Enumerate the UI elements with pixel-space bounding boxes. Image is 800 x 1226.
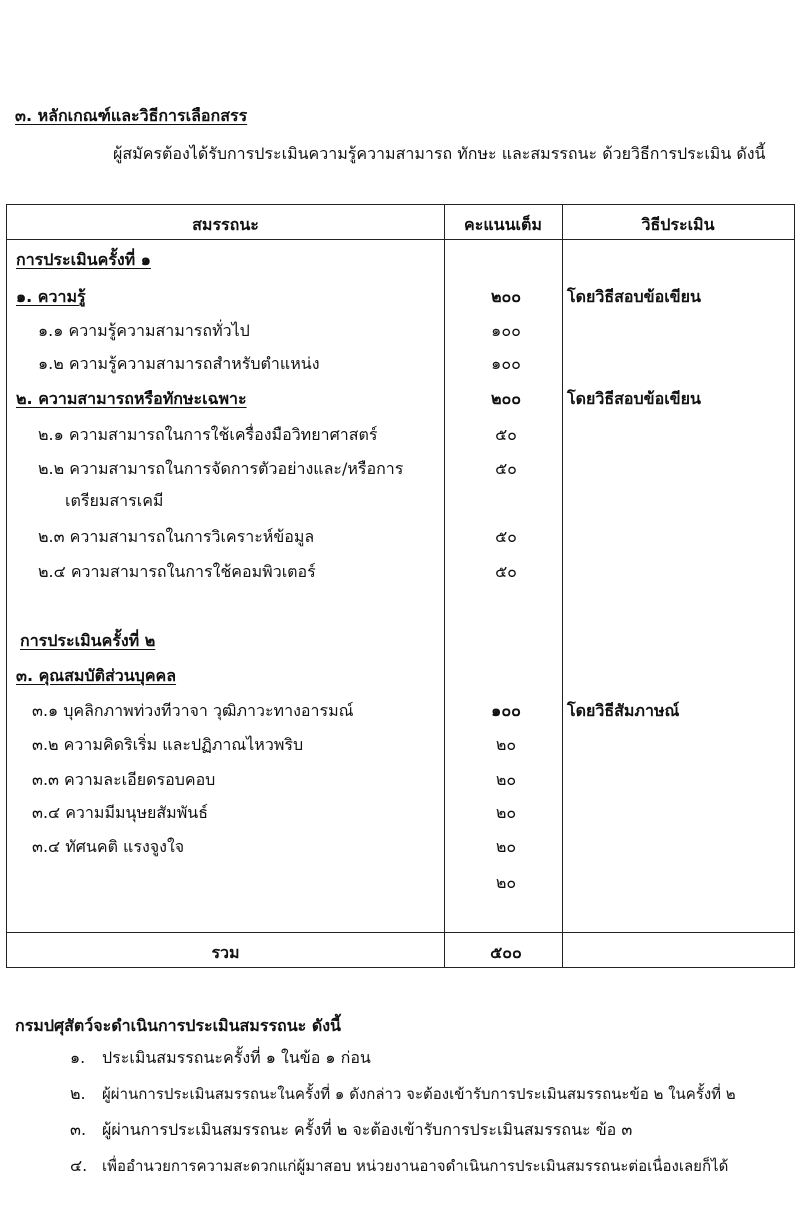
- group1-score: ๒๐๐: [490, 287, 522, 306]
- total-label: รวม: [211, 943, 240, 962]
- header-divider: [7, 239, 794, 240]
- item-3-1-score: ๑๐๐: [491, 701, 521, 720]
- column-divider-2: [562, 205, 563, 967]
- group1-method: โดยวิธีสอบข้อเขียน: [567, 287, 701, 306]
- item-3-3-score: ๒๐: [495, 770, 517, 789]
- total-divider: [7, 932, 794, 933]
- item-2-2-score: ๕๐: [495, 459, 517, 478]
- item-2-3-score: ๕๐: [495, 527, 517, 546]
- item-3-3-label: ๓.๓ ความละเอียดรอบคอบ: [32, 770, 216, 789]
- header-full-score: คะแนนเต็ม: [464, 215, 542, 234]
- group2-score: ๒๐๐: [490, 389, 522, 408]
- section-title: ๓. หลักเกณฑ์และวิธีการเลือกสรร: [15, 106, 248, 125]
- header-method: วิธีประเมิน: [641, 215, 715, 234]
- item-2-1-label: ๒.๑ ความสามารถในการใช้เครื่องมือวิทยาศาสตร์: [38, 425, 378, 444]
- assessment-table: [6, 204, 795, 968]
- column-divider-1: [444, 205, 445, 967]
- footer-item-1-number: ๑.: [70, 1048, 86, 1067]
- extra-score: ๒๐: [495, 873, 517, 892]
- item-2-2-label-cont: เตรียมสารเคมี: [65, 491, 164, 510]
- item-3-2-score: ๒๐: [495, 735, 517, 754]
- footer-item-2-number: ๒.: [70, 1084, 86, 1103]
- item-2-4-score: ๕๐: [495, 562, 517, 581]
- item-3-4-score: ๒๐: [495, 803, 517, 822]
- header-competency: สมรรถนะ: [192, 215, 259, 234]
- footer-title: กรมปศุสัตว์จะดำเนินการประเมินสมรรถนะ ดังนี้: [15, 1016, 341, 1035]
- item-1-1-label: ๑.๑ ความรู้ความสามารถทั่วไป: [38, 321, 250, 340]
- item-3-2-label: ๓.๒ ความคิดริเริ่ม และปฏิภาณไหวพริบ: [32, 735, 304, 754]
- footer-item-4-number: ๔.: [70, 1156, 88, 1175]
- item-3-5-score: ๒๐: [495, 837, 517, 856]
- footer-item-1-text: ประเมินสมรรถนะครั้งที่ ๑ ในข้อ ๑ ก่อน: [102, 1048, 371, 1067]
- round2-label: การประเมินครั้งที่ ๒: [20, 631, 156, 650]
- total-score: ๕๐๐: [490, 943, 522, 962]
- item-1-2-label: ๑.๒ ความรู้ความสามารถสำหรับตำแหน่ง: [38, 354, 320, 373]
- item-2-2-label: ๒.๒ ความสามารถในการจัดการตัวอย่างและ/หรือการ: [38, 459, 404, 478]
- item-2-4-label: ๒.๔ ความสามารถในการใช้คอมพิวเตอร์: [38, 562, 316, 581]
- footer-item-4-text: เพื่ออำนวยการความสะดวกแก่ผู้มาสอบ หน่วยงานอาจดำเนินการประเมินสมรรถนะต่อเนื่องเลยก็ได้: [102, 1157, 729, 1175]
- round1-label: การประเมินครั้งที่ ๑: [16, 250, 151, 269]
- item-2-1-score: ๕๐: [495, 425, 517, 444]
- section-intro: ผู้สมัครต้องได้รับการประเมินความรู้ความสามารถ ทักษะ และสมรรถนะ ด้วยวิธีการประเมิน ดังนี้: [113, 144, 766, 163]
- group1-label: ๑. ความรู้: [16, 287, 86, 306]
- footer-item-3-number: ๓.: [70, 1120, 87, 1139]
- item-1-2-score: ๑๐๐: [491, 354, 521, 373]
- item-3-5-label: ๓.๔ ทัศนคติ แรงจูงใจ: [32, 837, 185, 856]
- item-1-1-score: ๑๐๐: [491, 321, 521, 340]
- item-3-4-label: ๓.๔ ความมีมนุษยสัมพันธ์: [32, 803, 208, 822]
- item-3-1-label: ๓.๑ บุคลิกภาพท่วงทีวาจา วุฒิภาวะทางอารมณ์: [32, 701, 354, 720]
- group2-method: โดยวิธีสอบข้อเขียน: [567, 389, 701, 408]
- group3-label: ๓. คุณสมบัติส่วนบุคคล: [16, 666, 177, 685]
- item-2-3-label: ๒.๓ ความสามารถในการวิเคราะห์ข้อมูล: [38, 527, 315, 546]
- footer-item-3-text: ผู้ผ่านการประเมินสมรรถนะ ครั้งที่ ๒ จะต้องเข้ารับการประเมินสมรรถนะ ข้อ ๓: [102, 1120, 633, 1139]
- group3-method: โดยวิธีสัมภาษณ์: [567, 701, 680, 720]
- footer-item-2-text: ผู้ผ่านการประเมินสมรรถนะในครั้งที่ ๑ ดังกล่าว จะต้องเข้ารับการประเมินสมรรถนะข้อ ๒ ในครั้งที่ ๒: [102, 1085, 736, 1103]
- group2-label: ๒. ความสามารถหรือทักษะเฉพาะ: [16, 389, 247, 408]
